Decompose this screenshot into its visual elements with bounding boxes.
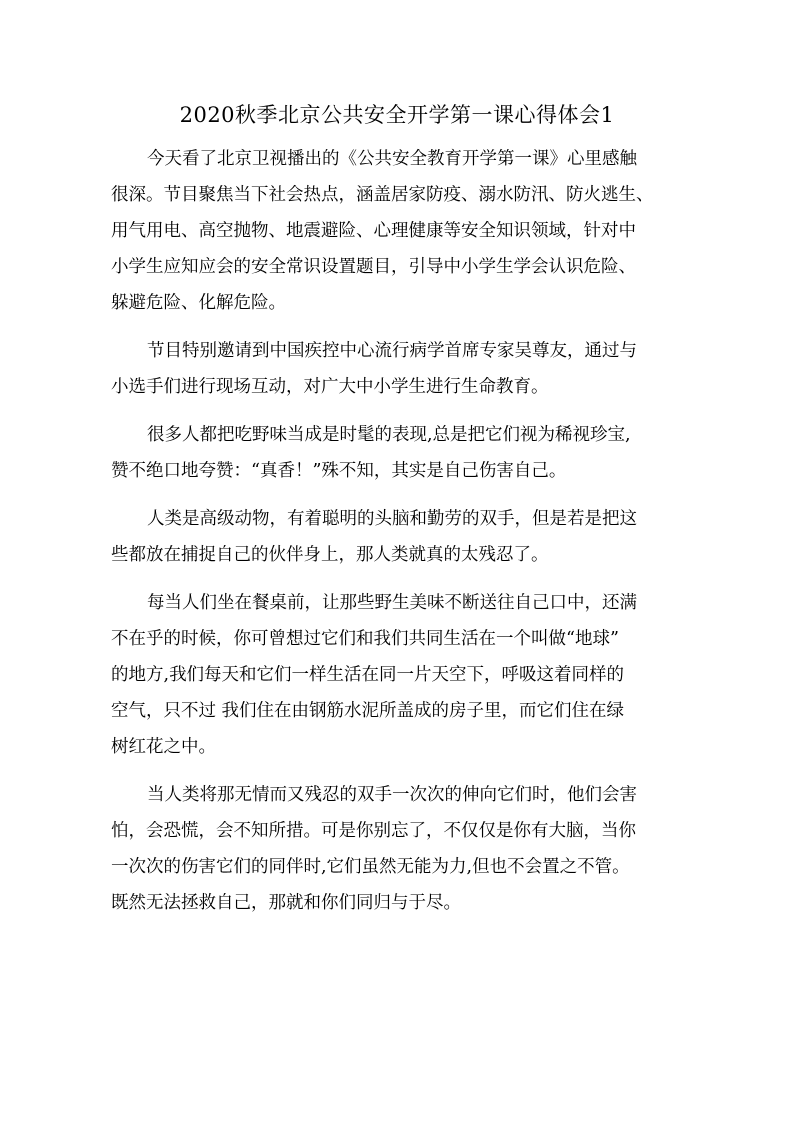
paragraph-line: 每当人们坐在餐桌前，让那些野生美味不断送往自己口中，还满 bbox=[147, 593, 637, 613]
paragraph-6 bbox=[111, 777, 685, 921]
paragraph-line: 小学生应知应会的安全常识设置题目，引导中小学生学会认识危险、 bbox=[111, 257, 636, 277]
paragraph-line: 空气，只不过 我们住在由钢筋水泥所盖成的房子里，而它们住在绿 bbox=[111, 701, 625, 721]
paragraph-line: 人类是高级动物，有着聪明的头脑和勤劳的双手，但是若是把这 bbox=[147, 509, 637, 529]
paragraph-line: 一次次的伤害它们的同伴时,它们虽然无能为力,但也不会置之不管。 bbox=[111, 857, 630, 877]
paragraph-4 bbox=[111, 501, 685, 573]
paragraph-1 bbox=[111, 141, 685, 321]
document-body bbox=[111, 141, 685, 933]
paragraph-line: 很多人都把吃野味当成是时髦的表现,总是把它们视为稀视珍宝, bbox=[147, 425, 631, 445]
paragraph-line: 小选手们进行现场互动，对广大中小学生进行生命教育。 bbox=[111, 377, 549, 397]
paragraph-line: 树红花之中。 bbox=[111, 737, 216, 757]
paragraph-line: 今天看了北京卫视播出的《公共安全教育开学第一课》心里感触 bbox=[147, 149, 637, 169]
paragraph-2 bbox=[111, 333, 685, 405]
paragraph-line: 不在乎的时候，你可曾想过它们和我们共同生活在一个叫做“地球” bbox=[111, 629, 619, 649]
paragraph-3 bbox=[111, 417, 685, 489]
paragraph-line: 用气用电、高空抛物、地震避险、心理健康等安全知识领域，针对中 bbox=[111, 221, 636, 241]
paragraph-line: 的地方,我们每天和它们一样生活在同一片天空下，呼吸这着同样的 bbox=[111, 665, 625, 685]
document-title: 2020秋季北京公共安全开学第一课心得体会1 bbox=[179, 103, 615, 127]
paragraph-line: 怕，会恐慌，会不知所措。可是你别忘了，不仅仅是你有大脑，当你 bbox=[111, 821, 636, 841]
paragraph-line: 既然无法拯救自己，那就和你们同归与于尽。 bbox=[111, 893, 461, 913]
paragraph-line: 很深。节目聚焦当下社会热点，涵盖居家防疫、溺水防汛、防火逃生、 bbox=[111, 185, 654, 205]
paragraph-line: 赞不绝口地夸赞：“真香！”殊不知，其实是自己伤害自己。 bbox=[111, 461, 567, 481]
paragraph-5 bbox=[111, 585, 685, 765]
paragraph-line: 躲避危险、化解危险。 bbox=[111, 293, 286, 313]
paragraph-line: 些都放在捕捉自己的伙伴身上，那人类就真的太残忍了。 bbox=[111, 545, 549, 565]
paragraph-line: 节目特别邀请到中国疾控中心流行病学首席专家吴尊友，通过与 bbox=[147, 341, 637, 361]
paragraph-line: 当人类将那无情而又残忍的双手一次次的伸向它们时，他们会害 bbox=[147, 785, 637, 805]
